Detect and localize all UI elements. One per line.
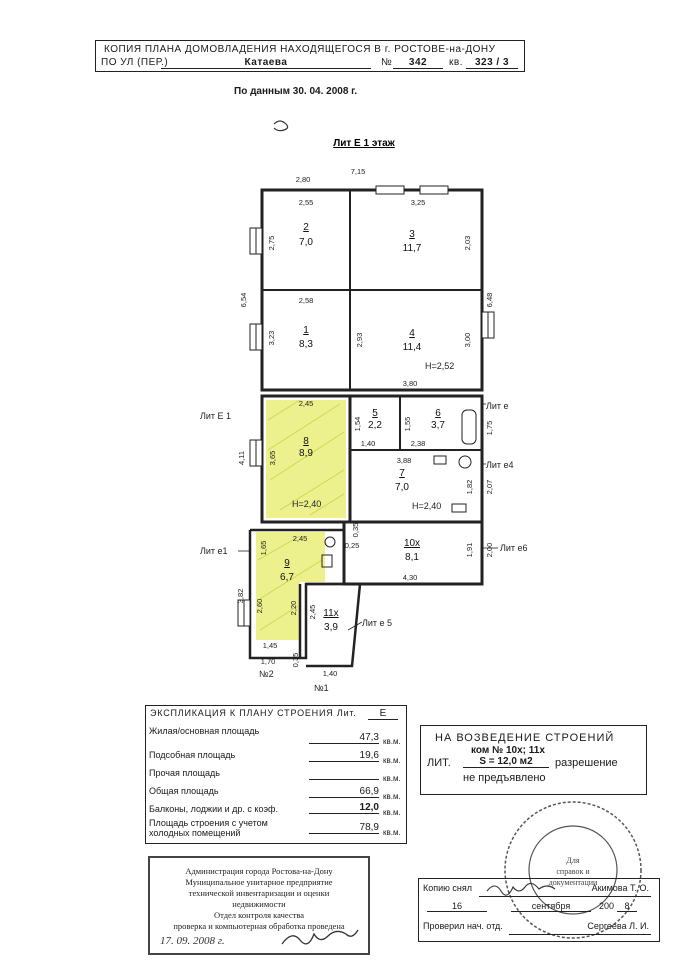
- dim: 3,65: [268, 450, 277, 466]
- dim: 4,11: [237, 450, 246, 466]
- row-label: Площадь строения с учетом холодных помещений: [149, 818, 268, 838]
- explication-table: [145, 705, 407, 844]
- row-value: 78,9: [309, 822, 379, 834]
- row-label: Подсобная площадь: [149, 750, 236, 760]
- dim: 2,03: [463, 235, 472, 251]
- stamp-line: Муниципальное унитарное предприятие: [185, 877, 333, 887]
- stamp-line: проверка и компьютерная обработка проведена: [173, 921, 345, 931]
- row-value: 19,6: [309, 750, 379, 762]
- row-label: Общая площадь: [149, 786, 219, 796]
- dim: 0,35: [291, 652, 300, 668]
- dim: 2,38: [410, 439, 426, 448]
- room-3-area: 11,7: [402, 243, 422, 254]
- dim: 2,55: [298, 198, 314, 207]
- room-7-area: 7,0: [395, 482, 409, 493]
- dim: 1,40: [360, 439, 376, 448]
- copy-info-block: [418, 878, 660, 942]
- permission-lit: ЛИТ.: [427, 757, 451, 769]
- room-6-number: 6: [435, 408, 441, 419]
- document-title: КОПИЯ ПЛАНА ДОМОВЛАДЕНИЯ НАХОДЯЩЕГОСЯ В г. РОСТОВЕ-на-ДОНУ: [104, 44, 496, 55]
- outer-walls: [262, 190, 482, 584]
- room-8-area: 8,9: [299, 448, 313, 459]
- dim: 2,00: [485, 542, 494, 558]
- row-value: 66,9: [309, 786, 379, 798]
- lit-label: Лит е6: [500, 543, 528, 553]
- dim: 0,25: [344, 541, 360, 550]
- lit-label: Лит е1: [200, 546, 228, 556]
- apartment-number: 323 / 3: [466, 57, 518, 69]
- dim: 2,20: [289, 600, 298, 616]
- street-name: Катаева: [161, 57, 371, 69]
- room-10x-area: 8,1: [405, 552, 419, 563]
- dim-total-width: 7,15: [350, 167, 366, 176]
- row-value: 12,0: [309, 802, 379, 814]
- room-6-area: 3,7: [431, 420, 445, 431]
- round-stamp-text: справок и: [556, 867, 590, 876]
- room-5-number: 5: [372, 408, 378, 419]
- lit-label: Лит е 5: [362, 618, 393, 628]
- height-label: Н=2,40: [412, 501, 442, 511]
- dim: 1,45: [262, 641, 278, 650]
- round-stamp-text: документации: [548, 878, 598, 887]
- permission-rooms: ком № 10х; 11х: [471, 745, 545, 756]
- copy-name: Акимова Т. О.: [591, 883, 649, 893]
- permission-line1: НА ВОЗВЕДЕНИЕ СТРОЕНИЙ: [435, 732, 615, 744]
- copy-signature: [485, 879, 575, 897]
- height-label: Н=2,40: [292, 499, 322, 509]
- house-number: 342: [393, 57, 443, 69]
- checked-label: Проверил нач. отд.: [423, 921, 503, 931]
- dim: 2,07: [485, 479, 494, 495]
- entrance-label: №2: [259, 669, 274, 679]
- room-7-number: 7: [399, 468, 405, 479]
- dim: 1,91: [465, 542, 474, 558]
- as-of-date: По данным 30. 04. 2008 г.: [234, 86, 358, 97]
- room-9-area: 6,7: [280, 572, 294, 583]
- row-unit: кв.м.: [383, 756, 401, 765]
- copy-year-prefix: 200: [599, 901, 615, 911]
- dim: 3,25: [410, 198, 426, 207]
- row-unit: кв.м.: [383, 828, 401, 837]
- dim: 1,65: [259, 540, 268, 556]
- row-unit: кв.м.: [383, 737, 401, 746]
- scribble-mark: [274, 121, 288, 131]
- row-unit: кв.м.: [383, 808, 401, 817]
- room-4-number: 4: [409, 328, 415, 339]
- stamp-line: недвижимости: [232, 899, 286, 909]
- dim: 2,60: [255, 598, 264, 614]
- dim: 2,58: [298, 296, 314, 305]
- house-no-label: №: [381, 57, 393, 68]
- stamp-date: 17. 09. 2008 г.: [160, 935, 225, 947]
- round-stamp-text: Для: [566, 856, 580, 865]
- permission-status: разрешение: [555, 757, 618, 769]
- street-prefix: ПО УЛ (ПЕР.): [101, 57, 169, 68]
- signature: [280, 928, 360, 950]
- dim: 3,82: [236, 588, 245, 604]
- row-label: Балконы, лоджии и др. с коэф.: [149, 804, 278, 814]
- room-4-area: 11,4: [402, 342, 422, 353]
- dim: 0,35: [351, 522, 360, 538]
- copy-label: Копию снял: [423, 883, 472, 893]
- copy-day: 16: [427, 901, 487, 912]
- permission-status-detail: не предъявлено: [463, 772, 546, 784]
- checked-name: Сергеева Л. И.: [587, 921, 649, 931]
- permission-box: [420, 725, 647, 795]
- dim: 2,45: [298, 399, 314, 408]
- plan-title: Лит Е 1 этаж: [333, 138, 395, 149]
- explication-title: ЭКСПЛИКАЦИЯ К ПЛАНУ СТРОЕНИЯ: [150, 708, 334, 718]
- room-3-number: 3: [409, 229, 415, 240]
- room-1-area: 8,3: [299, 339, 313, 350]
- room-8-number: 8: [303, 436, 309, 447]
- copy-year-suffix: 8: [617, 901, 637, 912]
- lit-label: Лит е: [486, 401, 509, 411]
- row-value: 47,3: [309, 732, 379, 744]
- room-1-number: 1: [303, 325, 309, 336]
- row-unit: кв.м.: [383, 774, 401, 783]
- dim: 2,93: [355, 332, 364, 348]
- dim: 1,40: [322, 669, 338, 678]
- lit-label: Лит е4: [486, 460, 514, 470]
- row-label: Прочая площадь: [149, 768, 220, 778]
- stamp-line: Отдел контроля качества: [213, 910, 305, 920]
- dim: 3,80: [402, 379, 418, 388]
- lit-label: Лит Е 1: [200, 411, 232, 421]
- permission-area: S = 12,0 м2: [463, 756, 549, 768]
- dim: 4,30: [402, 573, 418, 582]
- dim: 1,75: [485, 420, 494, 436]
- dim: 1,82: [465, 479, 474, 495]
- room-2-number: 2: [303, 222, 309, 233]
- dim: 3,23: [267, 330, 276, 346]
- copy-month: сентября: [511, 901, 591, 912]
- dim: 2,80: [295, 175, 311, 184]
- stamp-line: технической инвентаризации и оценки: [188, 888, 330, 898]
- apartment-label: кв.: [449, 57, 463, 68]
- dim: 2,75: [267, 235, 276, 251]
- dim: 6,48: [485, 292, 494, 308]
- entrance-label: №1: [314, 683, 329, 693]
- room-11x-area: 3,9: [324, 622, 338, 633]
- dim: 3,88: [396, 456, 412, 465]
- explication-lit-label: Лит.: [336, 708, 357, 718]
- room-11x-number: 11х: [323, 608, 339, 619]
- room-10x-number: 10х: [403, 538, 421, 549]
- room-9-number: 9: [284, 558, 290, 569]
- dim: 1,54: [353, 416, 362, 432]
- quality-control-stamp: [148, 856, 370, 955]
- explication-lit-value: Е: [368, 708, 398, 720]
- dim: 3,00: [463, 332, 472, 348]
- dim: 2,45: [292, 534, 308, 543]
- dim: 6,54: [239, 292, 248, 308]
- room-2-area: 7,0: [299, 237, 313, 248]
- dim: 1,70: [260, 657, 276, 666]
- height-label: Н=2,52: [425, 361, 455, 371]
- row-unit: кв.м.: [383, 792, 401, 801]
- room-5-area: 2,2: [368, 420, 382, 431]
- row-label: Жилая/основная площадь: [149, 726, 260, 736]
- dim: 2,45: [308, 604, 317, 620]
- row-value: [309, 768, 379, 780]
- dim: 1,55: [403, 416, 412, 432]
- stamp-line: Администрация города Ростова-на-Дону: [185, 866, 333, 876]
